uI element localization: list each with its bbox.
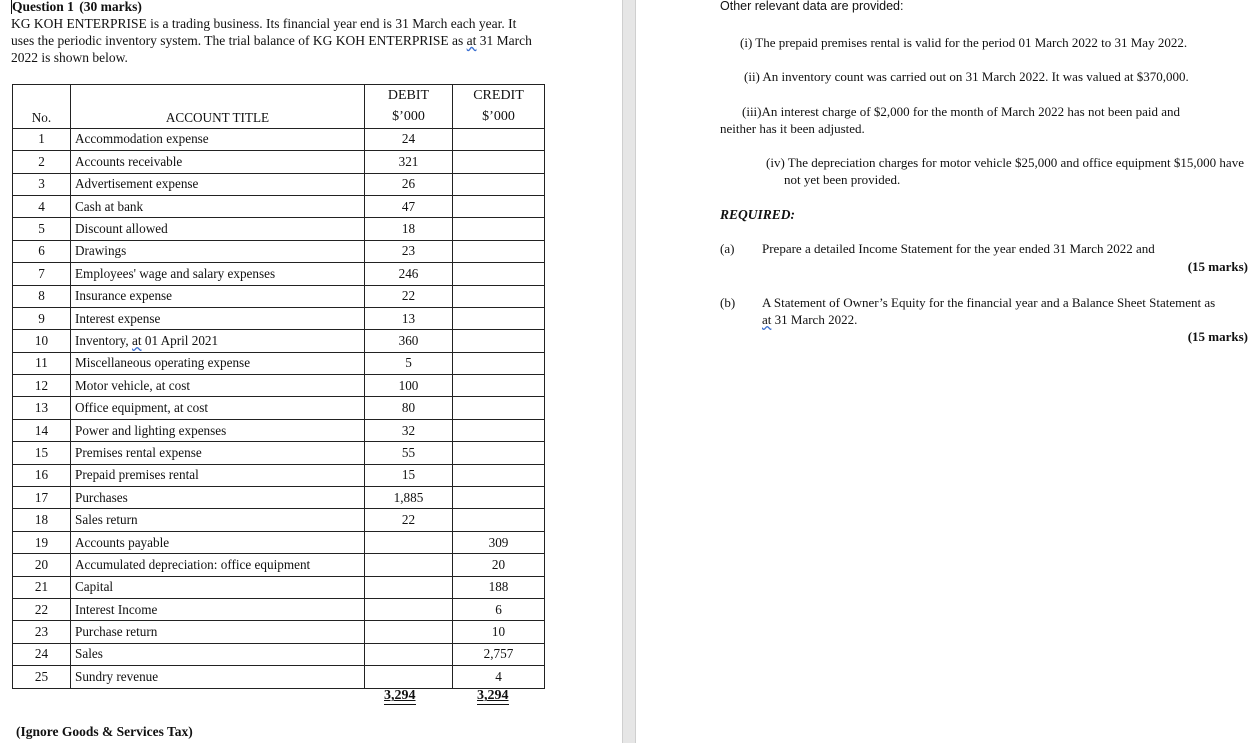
table-row [13, 330, 545, 352]
col-header-credit-unit: $’000 [453, 106, 545, 128]
row-account-title: Insurance expense [71, 285, 365, 307]
row-account-title: Interest Income [71, 598, 365, 620]
total-credit: 3,294 [477, 688, 509, 703]
table-row [13, 598, 545, 620]
row-debit: 80 [365, 397, 453, 419]
row-number: 3 [13, 173, 71, 195]
row-debit: 246 [365, 263, 453, 285]
row-debit: 26 [365, 173, 453, 195]
row-account-title: Discount allowed [71, 218, 365, 240]
row-debit: 100 [365, 375, 453, 397]
table-row [13, 375, 545, 397]
item-iv: (iv) The depreciation charges for motor vehicle $25,000 and office equipment $15,000 have not yet been provided. [766, 155, 1244, 187]
row-number: 5 [13, 218, 71, 240]
intro-line-3: 2022 is shown below. [11, 50, 128, 65]
row-account-title: Power and lighting expenses [71, 419, 365, 441]
row-credit [453, 487, 545, 509]
col-header-credit: CREDIT [453, 85, 545, 107]
row-credit [453, 419, 545, 441]
row-account-title: Purchase return [71, 621, 365, 643]
row-credit: 2,757 [453, 643, 545, 665]
row-number: 21 [13, 576, 71, 598]
row-debit: 22 [365, 509, 453, 531]
row-account-title: Premises rental expense [71, 442, 365, 464]
row-credit [453, 464, 545, 486]
row-number: 11 [13, 352, 71, 374]
required-heading: REQUIRED: [720, 207, 796, 222]
row-credit [453, 330, 545, 352]
item-i: (i) The prepaid premises rental is valid for the period 01 March 2022 to 31 May 2022. [740, 35, 1188, 50]
row-credit: 20 [453, 554, 545, 576]
row-credit: 10 [453, 621, 545, 643]
row-number: 24 [13, 643, 71, 665]
row-debit [365, 643, 453, 665]
row-credit: 6 [453, 598, 545, 620]
row-credit [453, 151, 545, 173]
part-a-marks: (15 marks) [1187, 259, 1248, 274]
row-debit: 55 [365, 442, 453, 464]
row-account-title: Motor vehicle, at cost [71, 375, 365, 397]
row-credit [453, 218, 545, 240]
row-credit [453, 263, 545, 285]
row-number: 22 [13, 598, 71, 620]
table-row [13, 621, 545, 643]
row-account-title: Accommodation expense [71, 128, 365, 150]
row-debit: 1,885 [365, 487, 453, 509]
ignore-gst-note: (Ignore Goods & Services Tax) [16, 724, 193, 739]
row-number: 1 [13, 128, 71, 150]
part-b-label: (b) [720, 295, 736, 310]
row-debit: 22 [365, 285, 453, 307]
row-credit [453, 285, 545, 307]
row-credit [453, 173, 545, 195]
other-data-heading: Other relevant data are provided: [720, 0, 904, 13]
table-row [13, 285, 545, 307]
row-debit: 13 [365, 307, 453, 329]
row-debit: 15 [365, 464, 453, 486]
table-row [13, 666, 545, 688]
table-row [13, 442, 545, 464]
col-header-account-title: ACCOUNT TITLE [71, 85, 365, 129]
row-credit [453, 307, 545, 329]
row-account-title: Capital [71, 576, 365, 598]
row-number: 4 [13, 195, 71, 217]
table-row [13, 554, 545, 576]
item-ii: (ii) An inventory count was carried out on 31 March 2022. It was valued at $370,000. [744, 69, 1189, 84]
col-header-debit: DEBIT [365, 85, 453, 107]
row-number: 18 [13, 509, 71, 531]
row-account-title: Employees' wage and salary expenses [71, 263, 365, 285]
left-page [0, 0, 622, 743]
row-account-title: Office equipment, at cost [71, 397, 365, 419]
part-b-text: A Statement of Owner’s Equity for the financial year and a Balance Sheet Statement as at 31 March 2022. [762, 295, 1216, 327]
row-account-title: Sales return [71, 509, 365, 531]
row-number: 2 [13, 151, 71, 173]
table-row [13, 218, 545, 240]
row-credit [453, 375, 545, 397]
row-credit [453, 509, 545, 531]
row-account-title: Sundry revenue [71, 666, 365, 688]
row-number: 20 [13, 554, 71, 576]
row-credit: 4 [453, 666, 545, 688]
row-number: 10 [13, 330, 71, 352]
intro-line-1: KG KOH ENTERPRISE is a trading business. Its financial year end is 31 March each year. It [11, 16, 517, 31]
col-header-no: No. [13, 85, 71, 129]
row-credit [453, 352, 545, 374]
row-number: 6 [13, 240, 71, 262]
row-number: 14 [13, 419, 71, 441]
row-number: 19 [13, 531, 71, 553]
row-debit: 18 [365, 218, 453, 240]
table-row [13, 151, 545, 173]
table-row [13, 263, 545, 285]
row-account-title: Inventory, at 01 April 2021 [71, 330, 365, 352]
total-debit: 3,294 [384, 688, 416, 703]
table-row [13, 643, 545, 665]
row-number: 9 [13, 307, 71, 329]
table-row [13, 419, 545, 441]
col-header-debit-unit: $’000 [365, 106, 453, 128]
row-number: 8 [13, 285, 71, 307]
table-row [13, 173, 545, 195]
row-debit [365, 666, 453, 688]
row-number: 13 [13, 397, 71, 419]
row-account-title: Accumulated depreciation: office equipment [71, 554, 365, 576]
row-credit: 309 [453, 531, 545, 553]
row-debit: 47 [365, 195, 453, 217]
table-row [13, 576, 545, 598]
table-row [13, 128, 545, 150]
row-debit: 5 [365, 352, 453, 374]
right-page [636, 0, 1252, 743]
trial-balance-table [12, 84, 545, 689]
table-row [13, 195, 545, 217]
part-a-label: (a) [720, 241, 735, 256]
question-marks: (30 marks) [79, 0, 142, 14]
table-row [13, 307, 545, 329]
row-debit [365, 554, 453, 576]
row-number: 12 [13, 375, 71, 397]
page-gutter [622, 0, 636, 743]
table-row [13, 397, 545, 419]
part-a-text: Prepare a detailed Income Statement for the year ended 31 March 2022 and [762, 241, 1155, 256]
row-account-title: Purchases [71, 487, 365, 509]
row-number: 25 [13, 666, 71, 688]
row-credit [453, 442, 545, 464]
row-credit [453, 195, 545, 217]
table-row [13, 240, 545, 262]
row-debit [365, 598, 453, 620]
question-label: Question 1 [12, 0, 74, 14]
row-credit [453, 128, 545, 150]
row-account-title: Miscellaneous operating expense [71, 352, 365, 374]
row-credit [453, 397, 545, 419]
row-debit: 24 [365, 128, 453, 150]
row-number: 17 [13, 487, 71, 509]
row-debit [365, 531, 453, 553]
row-account-title: Cash at bank [71, 195, 365, 217]
table-header-row-1 [13, 85, 545, 107]
question-heading [11, 0, 142, 15]
row-account-title: Interest expense [71, 307, 365, 329]
intro-line-2: uses the periodic inventory system. The trial balance of KG KOH ENTERPRISE as at 31 March [11, 33, 532, 48]
row-number: 15 [13, 442, 71, 464]
row-debit: 321 [365, 151, 453, 173]
table-row [13, 509, 545, 531]
row-debit [365, 576, 453, 598]
item-iii: (iii)An interest charge of $2,000 for the month of March 2022 has not been paid and neither has it been adjusted. [720, 104, 1181, 136]
question-intro [11, 15, 551, 66]
row-account-title: Accounts receivable [71, 151, 365, 173]
row-account-title: Sales [71, 643, 365, 665]
table-row [13, 352, 545, 374]
row-credit: 188 [453, 576, 545, 598]
row-number: 23 [13, 621, 71, 643]
table-row [13, 487, 545, 509]
row-credit [453, 240, 545, 262]
row-debit: 23 [365, 240, 453, 262]
table-row [13, 464, 545, 486]
row-debit: 360 [365, 330, 453, 352]
row-account-title: Prepaid premises rental [71, 464, 365, 486]
row-account-title: Advertisement expense [71, 173, 365, 195]
table-row [13, 531, 545, 553]
row-debit [365, 621, 453, 643]
row-account-title: Accounts payable [71, 531, 365, 553]
row-number: 16 [13, 464, 71, 486]
row-account-title: Drawings [71, 240, 365, 262]
part-b-marks: (15 marks) [1187, 329, 1248, 344]
row-debit: 32 [365, 419, 453, 441]
row-number: 7 [13, 263, 71, 285]
